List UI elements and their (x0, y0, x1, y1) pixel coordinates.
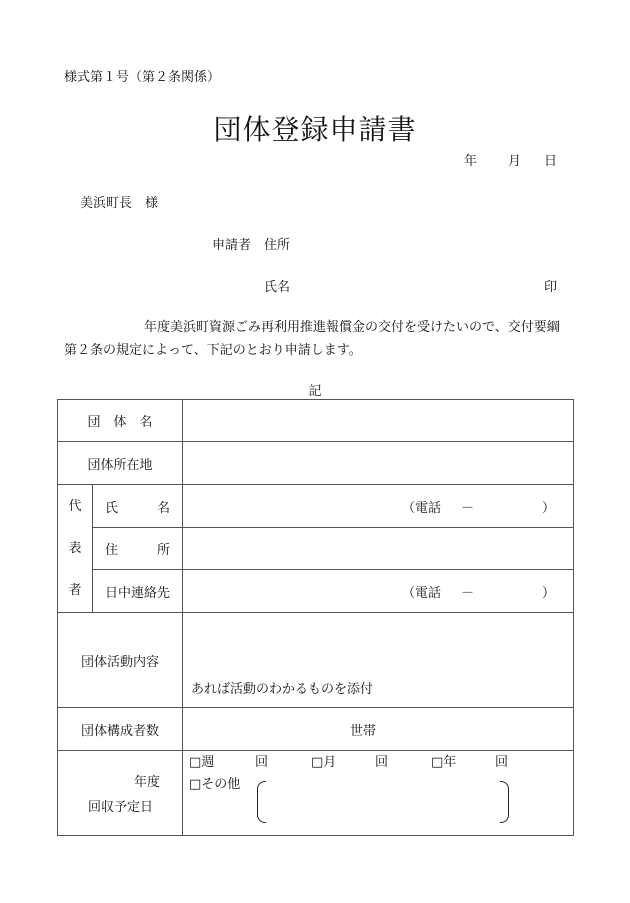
representative-label (58, 485, 93, 613)
group-address-label: 団体所在地 (58, 442, 183, 485)
other-checkbox[interactable]: □その他 (189, 777, 241, 792)
rep-name-field[interactable] (183, 485, 574, 528)
contact-phone: （電話 － ） (401, 585, 556, 601)
request-statement (64, 316, 572, 362)
year-times: 回 (495, 755, 509, 770)
collection-field[interactable] (183, 751, 574, 836)
statement-line-2: 第２条の規定によって、下記のとおり申請します。 (64, 343, 362, 358)
month-checkbox[interactable]: □月 (311, 755, 337, 770)
applicant-label: 申請者 (212, 238, 252, 253)
applicant-address-label: 住所 (264, 238, 291, 253)
daytime-contact-label: 日中連絡先 (93, 570, 183, 613)
rep-name-phone: （電話 － ） (401, 500, 556, 516)
date-year: 年 (464, 154, 478, 169)
rep-char-1: 代 (68, 498, 82, 514)
week-checkbox[interactable]: □週 (189, 755, 215, 770)
members-field[interactable] (183, 708, 574, 751)
group-name-field[interactable] (183, 400, 574, 442)
collection-label (58, 751, 183, 836)
group-name-label: 団 体 名 (58, 400, 183, 442)
rep-char-3: 者 (68, 582, 82, 598)
rep-address-label: 住 所 (93, 528, 183, 570)
statement-line-1: 年度美浜町資源ごみ再利用推進報償金の交付を受けたいので、交付要綱 (144, 320, 560, 335)
activity-field[interactable] (183, 613, 574, 708)
collection-year: 年度 (134, 775, 161, 790)
rep-char-2: 表 (68, 540, 82, 556)
month-times: 回 (375, 755, 389, 770)
addressee: 美浜町長 様 (80, 196, 159, 211)
document-title: 団体登録申請書 (213, 113, 417, 146)
form-number: 様式第１号（第２条関係） (64, 70, 221, 85)
right-bracket (500, 781, 509, 823)
year-checkbox[interactable]: □年 (431, 755, 457, 770)
daytime-contact-field[interactable] (183, 570, 574, 613)
applicant-name-label: 氏名 (264, 280, 291, 295)
group-address-field[interactable] (183, 442, 574, 485)
week-times: 回 (255, 755, 269, 770)
collection-date-label: 回収予定日 (88, 800, 154, 815)
rep-address-field[interactable] (183, 528, 574, 570)
rep-name-label: 氏 名 (93, 485, 183, 528)
seal-mark: 印 (544, 280, 558, 295)
activity-label: 団体活動内容 (58, 613, 183, 708)
application-table (57, 399, 574, 836)
date-month: 月 (508, 154, 522, 169)
members-label: 団体構成者数 (58, 708, 183, 751)
date-day: 日 (544, 154, 558, 169)
activity-note: あれば活動のわかるものを添付 (191, 682, 374, 697)
households-unit: 世帯 (350, 723, 377, 739)
ki-heading: 記 (308, 384, 322, 399)
left-bracket (257, 781, 266, 823)
